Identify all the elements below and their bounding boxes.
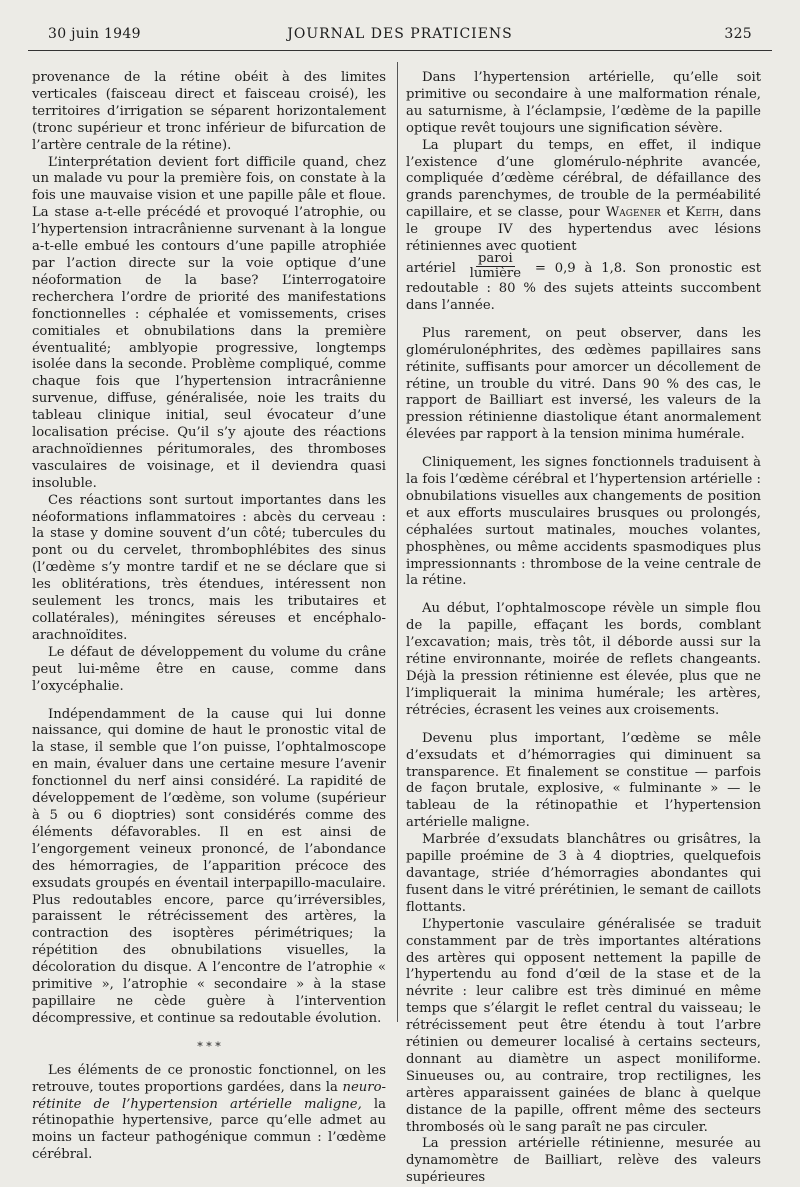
- issue-date: 30 juin 1949: [48, 26, 141, 42]
- paragraph: L’interprétation devient fort difficile quand, chez un malade vu pour la première fois, on constate à la fois une mauvaise vision et une papille pâle et floue. La stase a-t-elle précédé et provoqué l’atrophie, ou l’hypertension intracrânienne survenant à la longue a-t-elle embué les contours d’une papille atrophiée par l’action directe sur la voie optique d’une néoformation de la base? L’interrogatoire recherchera l’ordre de priorité des manifestations fonctionnelles : céphalée et vomissements, crises comitiales et obnubilations dans la première éventualité; amblyopie progressive, longtemps isolée dans la seconde. Problème compliqué, comme chaque fois que l’hypertension intracrânienne survenue, diffuse, généralisée, noie les traits du tableau clinique initial, seul évocateur d’une localisation précise. Qu’il s’y ajoute des réactions arachnoïdiennes péritumorales, des thromboses vasculaires de voisinage, et il deviendra quasi insoluble.: [32, 154, 386, 491]
- header-rule: [28, 50, 772, 51]
- paragraph: L’hypertonie vasculaire généralisée se traduit constamment par de très importantes altérations des artères qui opposent nettement la papille de l’hypertendu au fond d’œil de la stase et de la névrite : leur calibre est très diminué en même temps que s’élargit le reflet central du vaisseau; le rétrécissement peut être étendu à tout l’arbre rétinien ou demeurer localisé à certains secteurs, donnant au diamètre un aspect moniliforme. Sinueuses ou, au contraire, trop rectilignes, les artères apparaissent gainées de blanc à quelque distance de la papille, offrent même des secteurs thrombosés où le sang paraît ne pas circuler.: [406, 916, 761, 1135]
- paragraph: Cliniquement, les signes fonctionnels traduisent à la fois l’œdème cérébral et l’hypertension artérielle : obnubilations visuelles aux changements de position et aux efforts musculaires brusques ou prolongés, céphalées surtout matinales, mouches volantes, phosphènes, ou même accidents spasmodiques plus impressionnants : thrombose de la veine centrale de la rétine.: [406, 455, 761, 589]
- paragraph: Dans l’hypertension artérielle, qu’elle soit primitive ou secondaire à une malformation rénale, au saturnisme, à l’éclampsie, l’œdème de la papille optique revêt toujours une signification sévère.: [406, 70, 761, 136]
- fraction-denominator: lumière: [469, 265, 522, 281]
- paragraph: provenance de la rétine obéit à des limites verticales (faisceau direct et faisceau croisé), les territoires d’irrigation se séparent horizontalement (tronc supérieur et tronc inférieur de bifurcation de l’artère centrale de la rétine).: [32, 70, 386, 153]
- author-name: Keith: [685, 205, 720, 221]
- right-column: [406, 70, 761, 1187]
- formula-paragraph: artériel $\frac{\text{paroi}}{\text{lumière}}$ = 0,9 à 1,8. Son pronostic est redoutable : 80 % des sujets atteints succombent dans l’année.: [406, 250, 761, 313]
- paragraph: Les éléments de ce pronostic fonctionnel, on les retrouve, toutes proportions gardées, dans la neuro-rétinite de l’hypertension artérielle maligne, la rétinopathie hypertensive, parce qu’elle admet au moins un facteur pathogénique commun : l’œdème cérébral.: [32, 1062, 386, 1163]
- paragraph: La plupart du temps, en effet, il indique l’existence d’une glomérulo-néphrite avancée, compliquée d’œdème cérébral, de défaillance des grands parenchymes, de trouble de la perméabilité capillaire, et se classe, pour Wagener et Keith, dans le groupe IV des hypertendus avec lésions rétiniennes avec quotient: [406, 137, 761, 255]
- page-number: 325: [724, 26, 752, 42]
- paragraph: Au début, l’ophtalmoscope révèle un simple flou de la papille, effaçant les bords, comblant l’excavation; mais, très tôt, il déborde aussi sur la rétine environnante, moirée de reflets changeants. Déjà la pression rétinienne est élevée, plus que ne l’impliquerait la minima humérale; les artères, rétrécies, écrasent les veines aux croisements.: [406, 601, 761, 718]
- fraction-numerator: paroi: [477, 250, 513, 266]
- author-name: Wagener: [605, 205, 661, 221]
- paragraph: Ces réactions sont surtout importantes dans les néoformations inflammatoires : abcès du cerveau : la stase y domine souvent d’un côté; tubercules du pont ou du cervelet, thrombophlébites des sinus (l’œdème s’y montre tardif et ne se déclare que si les oblitérations, très étendues, intéressent non seulement les troncs, mais les tributaires et collatérales), méningites séreuses et encéphalo-arachnoïdites.: [32, 492, 386, 643]
- emphasis: neuro-rétinite de l’hypertension artérielle maligne,: [32, 1079, 386, 1112]
- paragraph: Marbrée d’exsudats blanchâtres ou grisâtres, la papille proémine de 3 à 4 dioptries, quelquefois davantage, striée d’hémorragies abondantes qui fusent dans le vitré prérétinien, le semant de caillots flottants.: [406, 832, 761, 915]
- paragraph: La pression artérielle rétinienne, mesurée au dynamomètre de Bailliart, relève des valeurs supérieures: [406, 1136, 761, 1186]
- journal-title: JOURNAL DES PRATICIENS: [287, 26, 513, 42]
- section-separator: * * *: [197, 1039, 221, 1053]
- running-header: [48, 26, 752, 50]
- paragraph: Devenu plus important, l’œdème se mêle d’exsudats et d’hémorragies qui diminuent sa transparence. Et finalement se constitue — parfois de façon brutale, explosive, « fulminante » — le tableau de la rétinopathie et l’hypertension artérielle maligne.: [406, 730, 761, 831]
- paragraph: Indépendamment de la cause qui lui donne naissance, qui domine de haut le pronostic vital de la stase, il semble que l’on puisse, l’ophtalmoscope en main, évaluer dans une certaine mesure l’avenir fonctionnel du nerf ainsi considéré. La rapidité de développement de l’œdème, son volume (supérieur à 5 ou 6 dioptries) sont considérés comme des éléments défavorables. Il en est ainsi de l’engorgement veineux prononcé, de l’abondance des hémorragies, de l’apparition précoce des exsudats groupés en éventail interpapillo-maculaire. Plus redoutables encore, parce qu’irréversibles, paraissent le rétrécissement des artères, la contraction des isoptères périmétriques; la répétition des obnubilations visuelles, la décoloration du disque. A l’encontre de l’atrophie « primitive », l’atrophie « secondaire » à la stase papillaire ne cède guère à l’intervention décompressive, et continue sa redoutable évolution.: [32, 706, 386, 1026]
- fraction: [468, 252, 523, 281]
- left-column: [32, 70, 386, 1164]
- column-divider: [397, 62, 398, 1022]
- paragraph: Plus rarement, on peut observer, dans les glomérulonéphrites, des œdèmes papillaires sans rétinite, suffisants pour amorcer un décollement de rétine, un trouble du vitré. Dans 90 % des cas, le rapport de Bailliart est inversé, les valeurs de la pression rétinienne diastolique étant anormalement élevées par rapport à la tension minima humérale.: [406, 325, 761, 443]
- paragraph: Le défaut de développement du volume du crâne peut lui-même être en cause, comme dans l’oxycéphalie.: [32, 644, 386, 694]
